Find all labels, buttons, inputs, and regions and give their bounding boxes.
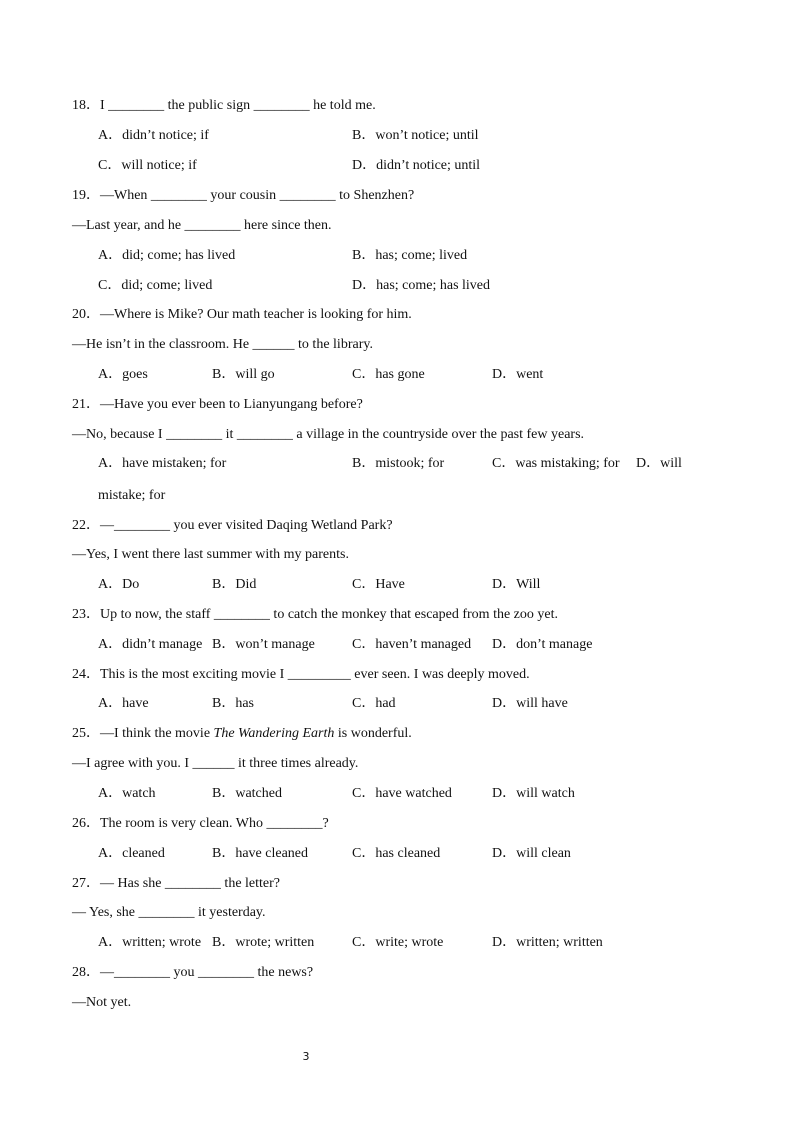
question-28-stem: 28．—________ you ________ the news? [72,965,314,980]
q19-option-b: B．has; come; lived [352,248,468,263]
q23-option-a: A．didn’t manage [98,637,203,652]
question-25-reply: —I agree with you. I ______ it three times already. [72,756,359,771]
q20-option-b: B．will go [212,367,275,382]
question-18-stem: 18．I ________ the public sign ________ he told me. [72,98,376,113]
q18-option-b: B．won’t notice; until [352,128,479,143]
q21-option-d-continued: mistake; for [98,488,166,503]
q20-option-d: D．went [492,367,544,382]
q20-option-a: A．goes [98,367,148,382]
q27-option-c: C．write; wrote [352,935,444,950]
q25-option-a: A．watch [98,786,156,801]
q21-option-b: B．mistook; for [352,456,445,471]
q24-option-a: A．have [98,696,149,711]
q27-option-d: D．written; written [492,935,603,950]
question-21-stem: 21．—Have you ever been to Lianyungang before? [72,397,363,412]
q26-option-b: B．have cleaned [212,846,309,861]
question-25-stem-pre: 25．—I think the movie [72,726,214,741]
q22-option-d: D．Will [492,577,541,592]
question-21-reply: —No, because I ________ it ________ a village in the countryside over the past few years. [72,427,585,442]
q26-option-c: C．has cleaned [352,846,441,861]
q26-option-d: D．will clean [492,846,571,861]
q27-option-a: A．written; wrote [98,935,202,950]
question-28-reply: —Not yet. [72,995,132,1010]
question-19-stem: 19．—When ________ your cousin ________ to Shenzhen? [72,188,415,203]
q24-option-b: B．has [212,696,254,711]
q23-option-d: D．don’t manage [492,637,593,652]
q19-option-d: D．has; come; has lived [352,278,491,293]
q22-option-a: A．Do [98,577,140,592]
question-23-stem: 23．Up to now, the staff ________ to catch the monkey that escaped from the zoo yet. [72,607,558,622]
q25-option-d: D．will watch [492,786,575,801]
q22-option-c: C．Have [352,577,405,592]
q27-option-b: B．wrote; written [212,935,315,950]
question-22-reply: —Yes, I went there last summer with my parents. [72,547,349,562]
question-19-reply: —Last year, and he ________ here since then. [72,218,332,233]
q19-option-a: A．did; come; has lived [98,248,236,263]
question-27-stem: 27．— Has she ________ the letter? [72,876,281,891]
q21-option-d: D．will [636,456,682,471]
question-26-stem: 26．The room is very clean. Who ________? [72,816,329,831]
q25-option-b: B．watched [212,786,282,801]
question-25-stem [72,724,412,744]
q19-option-c: C．did; come; lived [98,278,213,293]
question-25-stem-post: is wonderful. [334,726,412,741]
q21-option-a: A．have mistaken; for [98,456,227,471]
question-20-stem: 20．—Where is Mike? Our math teacher is looking for him. [72,307,412,322]
q20-option-c: C．has gone [352,367,425,382]
question-24-stem: 24．This is the most exciting movie I _________ ever seen. I was deeply moved. [72,667,530,682]
q25-option-c: C．have watched [352,786,452,801]
question-27-reply: — Yes, she ________ it yesterday. [72,905,266,920]
question-22-stem: 22．—________ you ever visited Daqing Wetland Park? [72,518,393,533]
q21-option-c: C．was mistaking; for [492,456,620,471]
q24-option-c: C．had [352,696,396,711]
q22-option-b: B．Did [212,577,257,592]
q23-option-c: C．haven’t managed [352,637,472,652]
q26-option-a: A．cleaned [98,846,165,861]
page-number: 3 [302,1050,310,1063]
q23-option-b: B．won’t manage [212,637,315,652]
q24-option-d: D．will have [492,696,568,711]
movie-title: The Wandering Earth [213,726,335,741]
question-20-reply: —He isn’t in the classroom. He ______ to the library. [72,337,373,352]
q18-option-d: D．didn’t notice; until [352,158,481,173]
q18-option-c: C．will notice; if [98,158,197,173]
q18-option-a: A．didn’t notice; if [98,128,209,143]
